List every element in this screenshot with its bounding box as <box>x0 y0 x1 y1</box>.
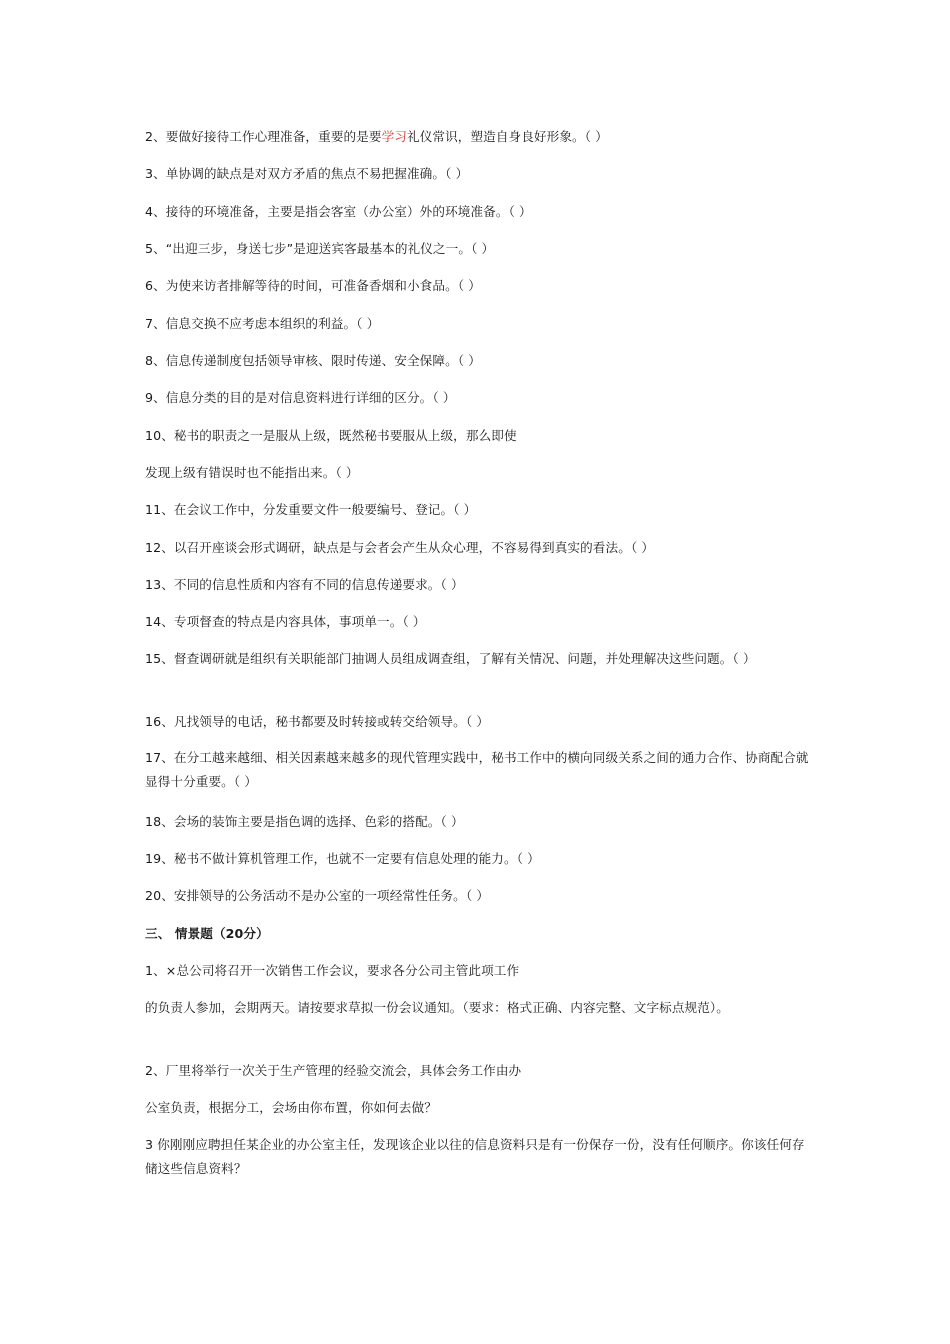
question-20: 20、安排领导的公务活动不是办公室的一项经常性任务。（ ） <box>145 888 490 903</box>
question-5: 5、“出迎三步，身送七步”是迎送宾客最基本的礼仪之一。（ ） <box>145 241 495 256</box>
question-18: 18、会场的装饰主要是指色调的选择、色彩的搭配。（ ） <box>145 814 464 829</box>
question-8: 8、信息传递制度包括领导审核、限时传递、安全保障。（ ） <box>145 353 481 368</box>
question-10-line-2: 发现上级有错误时也不能指出来。（ ） <box>145 465 359 480</box>
question-14: 14、专项督查的特点是内容具体，事项单一。（ ） <box>145 614 426 629</box>
question-19: 19、秘书不做计算机管理工作，也就不一定要有信息处理的能力。（ ） <box>145 851 540 866</box>
question-2-text-after: 礼仪常识，塑造自身良好形象。（ ） <box>407 129 608 144</box>
question-15: 15、督查调研就是组织有关职能部门抽调人员组成调查组，了解有关情况、问题，并处理解决这些问题。（ ） <box>145 651 756 666</box>
scenario-3: 3 你刚刚应聘担任某企业的办公室主任，发现该企业以往的信息资料只是有一份保存一份，没有任何顺序。你该任何存储这些信息资料？ <box>145 1137 805 1176</box>
scenario-2-line-2: 公室负责，根据分工，会场由你布置，你如何去做？ <box>145 1100 437 1115</box>
question-12: 12、以召开座谈会形式调研，缺点是与会者会产生从众心理，不容易得到真实的看法。（ ） <box>145 540 655 555</box>
question-11: 11、在会议工作中，分发重要文件一般要编号、登记。（ ） <box>145 502 477 517</box>
question-2 <box>145 128 608 145</box>
scenario-1-line-1: 1、×总公司将召开一次销售工作会议，要求各分公司主管此项工作 <box>145 963 520 978</box>
scenario-2-line-1: 2、厂里将举行一次关于生产管理的经验交流会，具体会务工作由办 <box>145 1063 522 1078</box>
question-17: 17、在分工越来越细、相关因素越来越多的现代管理实践中，秘书工作中的横向同级关系之间的通力合作、协商配合就显得十分重要。（ ） <box>145 750 809 789</box>
section-3-heading: 三、 情景题（20分） <box>145 926 269 941</box>
question-3: 3、单协调的缺点是对双方矛盾的焦点不易把握准确。（ ） <box>145 166 469 181</box>
question-7: 7、信息交换不应考虑本组织的利益。（ ） <box>145 316 380 331</box>
scenario-1-line-2: 的负责人参加，会期两天。请按要求草拟一份会议通知。（要求：格式正确、内容完整、文字标点规范）。 <box>145 1000 730 1015</box>
question-13: 13、不同的信息性质和内容有不同的信息传递要求。（ ） <box>145 577 464 592</box>
question-16: 16、凡找领导的电话，秘书都要及时转接或转交给领导。（ ） <box>145 714 490 729</box>
question-4: 4、接待的环境准备，主要是指会客室（办公室）外的环境准备。（ ） <box>145 204 532 219</box>
question-10-line-1: 10、秘书的职责之一是服从上级，既然秘书要服从上级，那么即使 <box>145 428 517 443</box>
question-9: 9、信息分类的目的是对信息资料进行详细的区分。（ ） <box>145 390 456 405</box>
highlighted-word: 学习 <box>381 129 407 144</box>
question-6: 6、为使来访者排解等待的时间，可准备香烟和小食品。（ ） <box>145 278 481 293</box>
question-2-text-before: 2、要做好接待工作心理准备，重要的是要 <box>145 129 382 144</box>
